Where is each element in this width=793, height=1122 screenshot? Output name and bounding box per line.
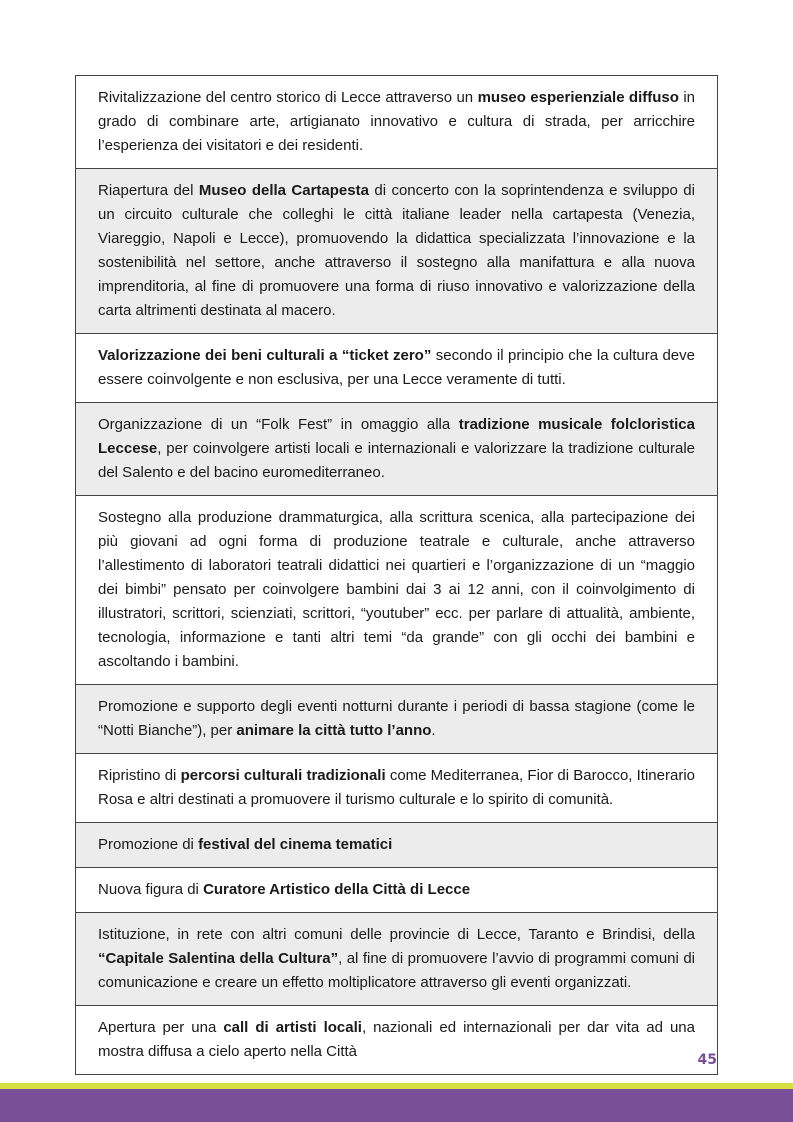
row-text: Promozione di [98, 836, 199, 853]
row-text: , al fine di promuovere l’avvio di programmi comuni di comunicazione e creare un effetto moltiplicatore attraverso gli eventi organizzati. [98, 950, 695, 991]
footer-purple-band [0, 1089, 793, 1122]
row-text: Riapertura del [98, 182, 199, 199]
bold-text: museo esperienziale diffuso [477, 89, 679, 106]
row-text: in grado di combinare arte, artigianato innovativo e cultura di strada, per arricchire l’esperienza dei visitatori e dei residenti. [98, 89, 695, 154]
row-text: Rivitalizzazione del centro storico di Lecce attraverso un [98, 89, 478, 106]
row-text: , per coinvolgere artisti locali e internazionali e valorizzare la tradizione culturale del Salento e del bacino euromediterraneo. [98, 440, 695, 481]
row-text: Istituzione, in rete con altri comuni delle provincie di Lecce, Taranto e Brindisi, della [98, 926, 695, 943]
row-text: di concerto con la soprintendenza e sviluppo di un circuito culturale che colleghi le città italiane leader nella cartapesta (Venezia, Viareggio, Napoli e Lecce), promuovendo la didattica specializzata l’innovazione e la sostenibilità nel settore, anche attraverso il sostegno alla manifattura e alla nuova imprenditoria, al fine di promuovere una forma di riuso innovativo e valorizzazione della carta altrimenti destinata al macero. [98, 182, 695, 319]
row-text: Ripristino di [98, 767, 181, 784]
bold-text: “Capitale Salentina della Cultura” [98, 950, 339, 967]
table-row [76, 867, 717, 912]
bold-text: animare la città tutto l’anno [236, 722, 432, 739]
bold-text: tradizione musicale folcloristica Leccese [98, 416, 695, 457]
row-text: Apertura per una [98, 1019, 224, 1036]
bold-text: Valorizzazione dei beni culturali a “ticket zero” [98, 347, 432, 364]
table-row [76, 168, 717, 333]
table-row [76, 822, 717, 867]
table-row [76, 1005, 717, 1074]
page-number: 45 [697, 1052, 717, 1068]
proposals-table [75, 75, 718, 1075]
bold-text: Museo della Cartapesta [198, 182, 369, 199]
table-row [76, 684, 717, 753]
row-text: secondo il principio che la cultura deve essere coinvolgente e non esclusiva, per una Lecce veramente di tutti. [98, 347, 695, 388]
bold-text: call di artisti locali [223, 1019, 362, 1036]
table-row [76, 912, 717, 1005]
table-row [76, 333, 717, 402]
row-text: Promozione e supporto degli eventi notturni durante i periodi di bassa stagione (come le “Notti Bianche”), per [98, 698, 695, 739]
row-text: . [431, 722, 436, 739]
table-row [76, 402, 717, 495]
bold-text: festival del cinema tematici [198, 836, 393, 853]
row-text: , nazionali ed internazionali per dar vita ad una mostra diffusa a cielo aperto nella Città [98, 1019, 695, 1060]
row-text: Organizzazione di un “Folk Fest” in omaggio alla [98, 416, 459, 433]
table-row [76, 753, 717, 822]
row-text: Sostegno alla produzione drammaturgica, alla scrittura scenica, alla partecipazione dei più giovani ad ogni forma di produzione teatrale e culturale, anche attraverso l’allestimento di laboratori teatrali didattici nei quartieri e l’organizzazione di un “maggio dei bimbi” pensato per coinvolgere bambini dai 3 ai 12 anni, con il coinvolgimento di illustratori, scrittori, scienziati, scrittori, “youtuber” ecc. per parlare di attualità, ambiente, tecnologia, informazione e tanti altri temi “da grande” con gli occhi dei bambini e ascoltando i bambini. [98, 509, 695, 670]
row-text: come Mediterranea, Fior di Barocco, Itinerario Rosa e altri destinati a promuovere il turismo culturale e lo spirito di comunità. [98, 767, 696, 808]
table-row [76, 76, 717, 168]
bold-text: percorsi culturali tradizionali [180, 767, 386, 784]
bold-text: Curatore Artistico della Città di Lecce [203, 881, 471, 898]
table-row [76, 495, 717, 684]
row-text: Nuova figura di [98, 881, 204, 898]
